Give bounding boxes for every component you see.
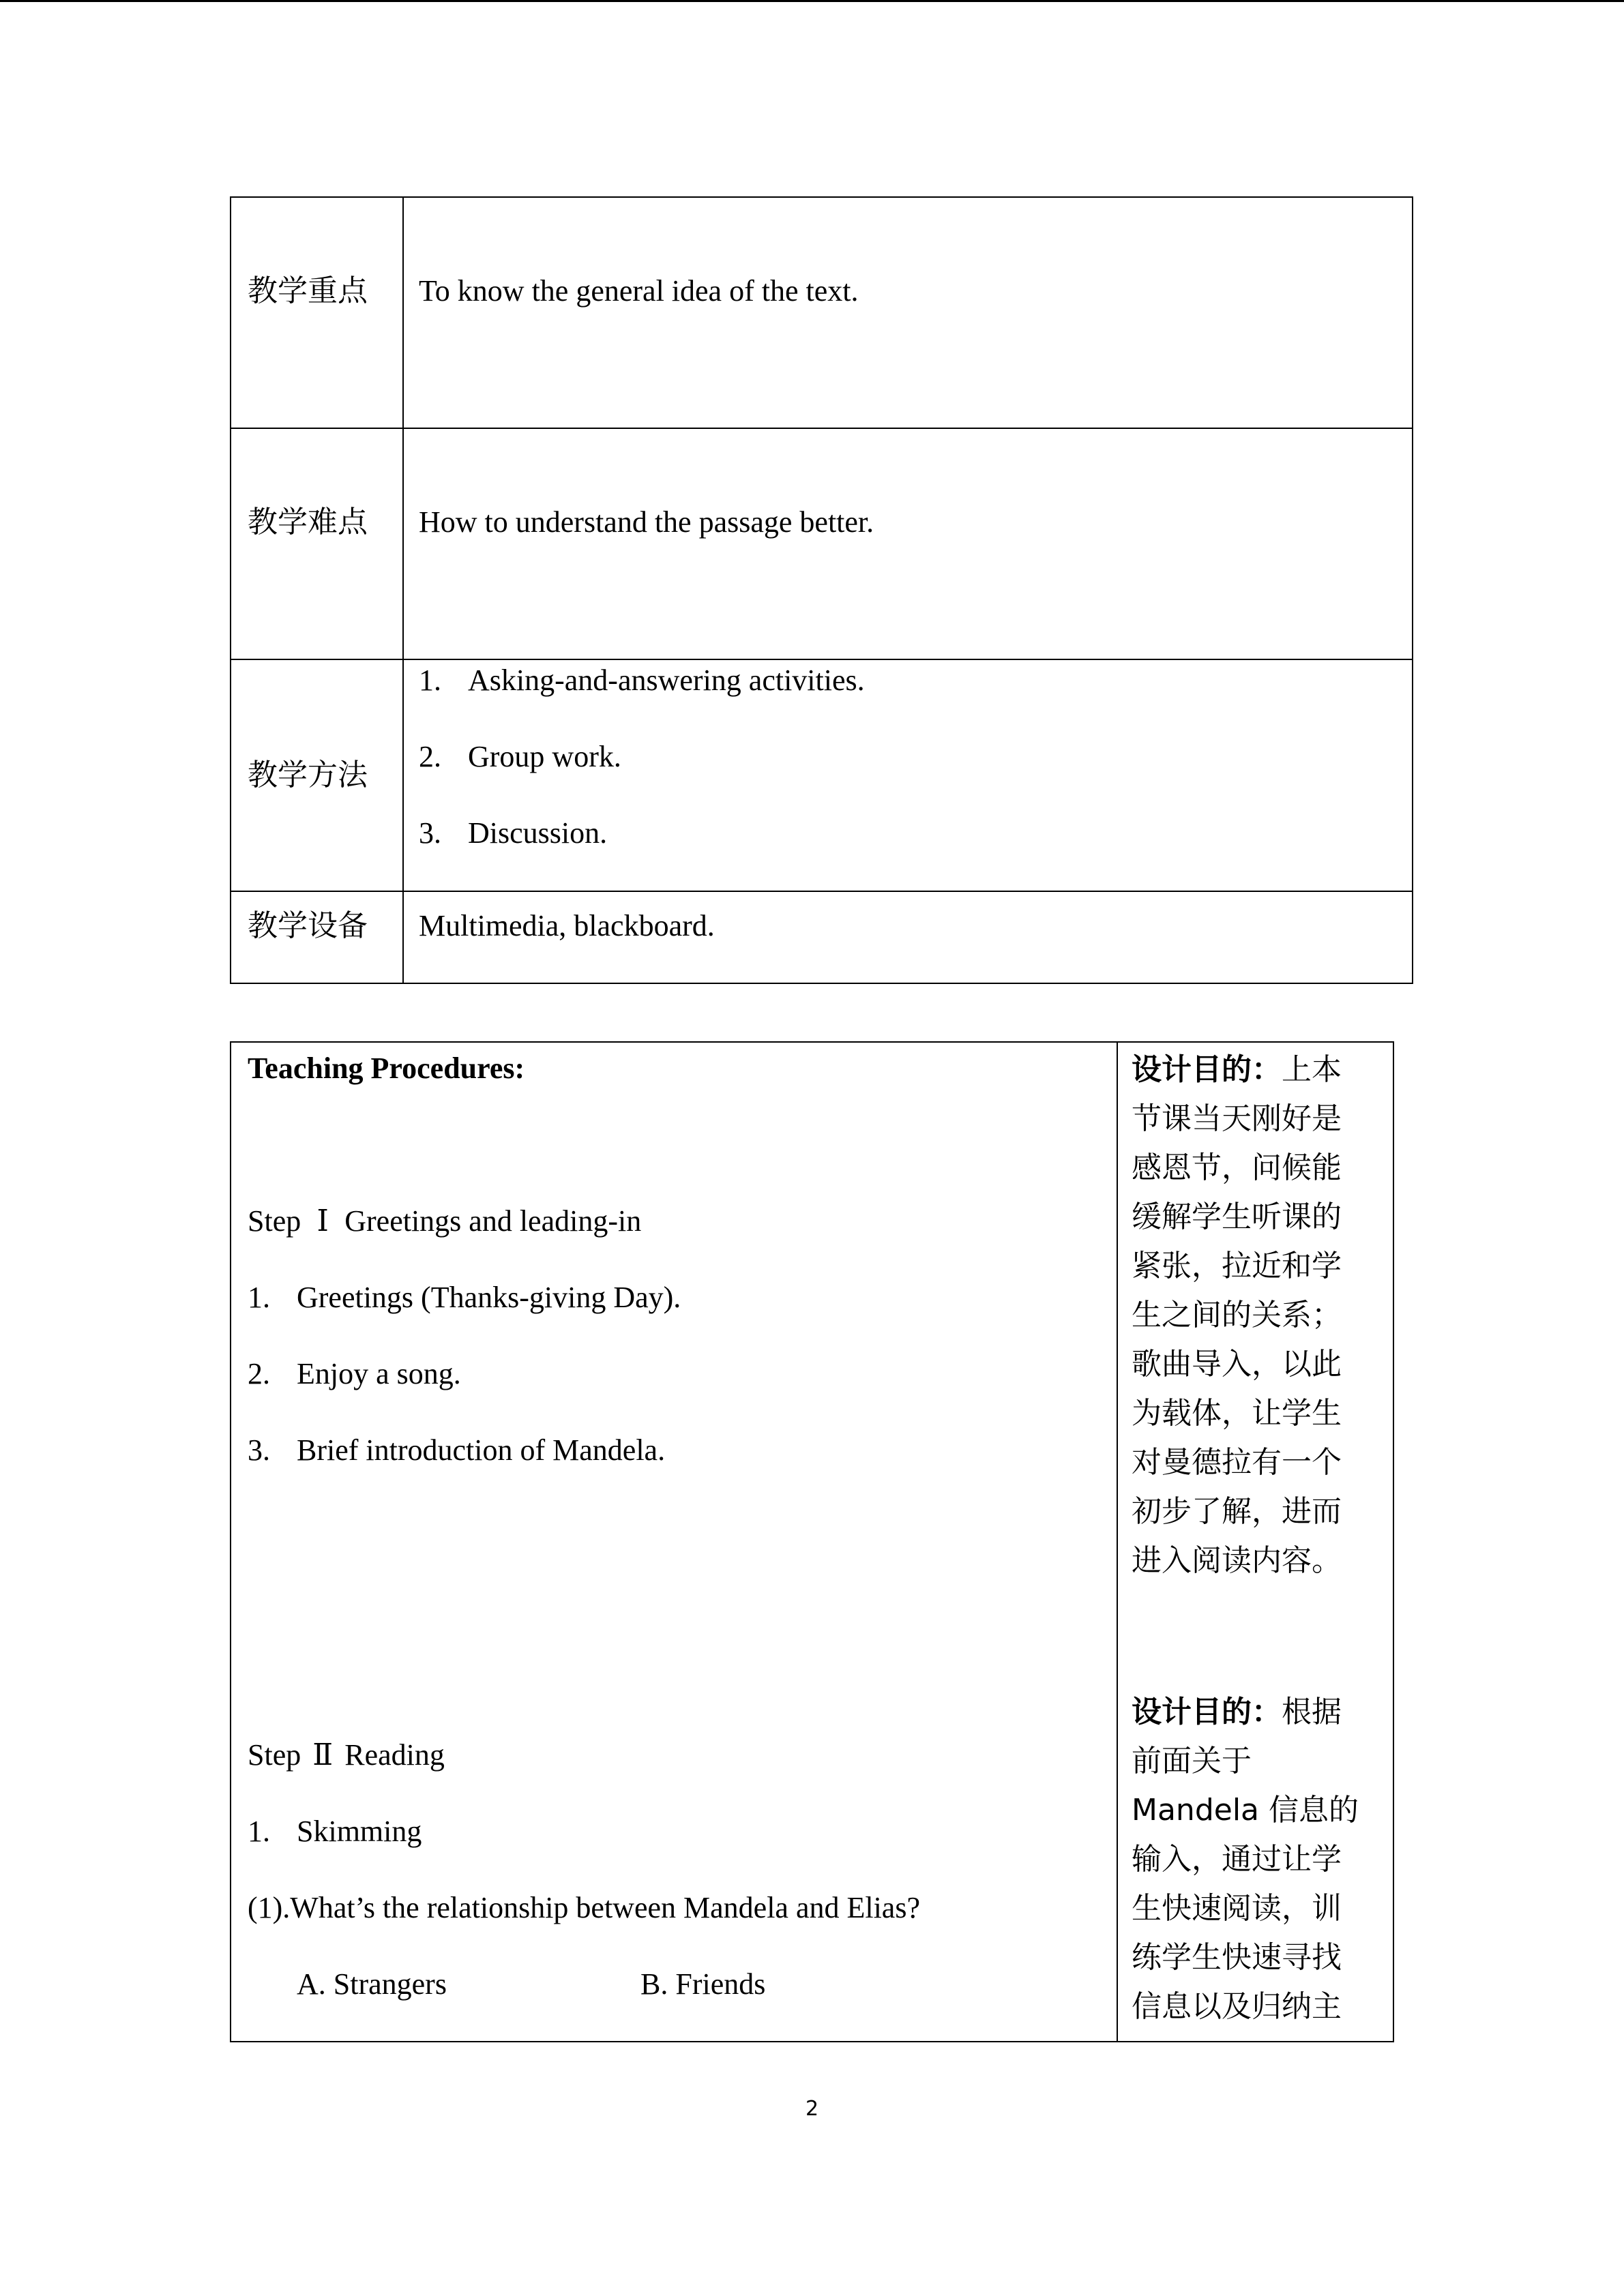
page-number: 2 — [805, 2097, 819, 2121]
table-row — [231, 659, 1413, 891]
page-top-border — [0, 0, 1624, 2]
table-row — [231, 197, 1413, 428]
list-item: 1. Greetings (Thanks-giving Day). — [248, 1281, 681, 1314]
option-a: A. Strangers — [297, 1967, 447, 2001]
list-item: 2. Group work. — [419, 740, 621, 773]
row-label-difficulties: 教学难点 — [248, 505, 368, 539]
list-item: 1. Skimming — [248, 1815, 422, 1848]
row-label-methods: 教学方法 — [248, 758, 368, 792]
option-b: B. Friends — [640, 1967, 766, 2001]
row-label-equipment: 教学设备 — [248, 909, 368, 942]
row-content-difficulties: How to understand the passage better. — [419, 505, 874, 539]
row-label-key-points: 教学重点 — [248, 273, 368, 308]
teaching-info-table — [230, 196, 1413, 984]
list-item: 1. Asking-and-answering activities. — [419, 664, 865, 697]
table-row — [231, 1042, 1393, 2042]
list-item: 2. Enjoy a song. — [248, 1357, 461, 1390]
step-2-heading: Step Ⅱ Reading — [248, 1738, 445, 1772]
procedures-cell — [231, 1042, 1117, 2042]
step-1-heading: Step Ⅰ Greetings and leading-in — [248, 1204, 642, 1238]
table-row — [231, 891, 1413, 983]
row-content-equipment: Multimedia, blackboard. — [419, 909, 715, 942]
design-notes-cell — [1117, 1042, 1393, 2042]
list-item: 3. Discussion. — [419, 816, 608, 850]
procedures-title: Teaching Procedures: — [248, 1052, 525, 1085]
table-row — [231, 428, 1413, 659]
design-note-1: 设计目的：上本 节课当天刚好是 感恩节，问候能 缓解学生听课的 紧张，拉近和学 生之间的关系； 歌曲导入，以此 为载体，让学生 对曼德拉有一个 初步了解，进而 进入阅读内容。 — [1132, 1052, 1342, 1578]
design-note-2: 设计目的：根据 前面关于 Mandela 信息的 输入，通过让学 生快速阅读，训 练学生快速寻找 信息以及归纳主 — [1132, 1695, 1359, 2024]
question-text: (1).What’s the relationship between Mandela and Elias? — [248, 1891, 920, 1924]
row-content-key-points: To know the general idea of the text. — [419, 273, 859, 308]
methods-list — [419, 661, 1412, 891]
list-item: 3. Brief introduction of Mandela. — [248, 1433, 666, 1467]
teaching-procedures-table — [230, 1041, 1394, 2042]
